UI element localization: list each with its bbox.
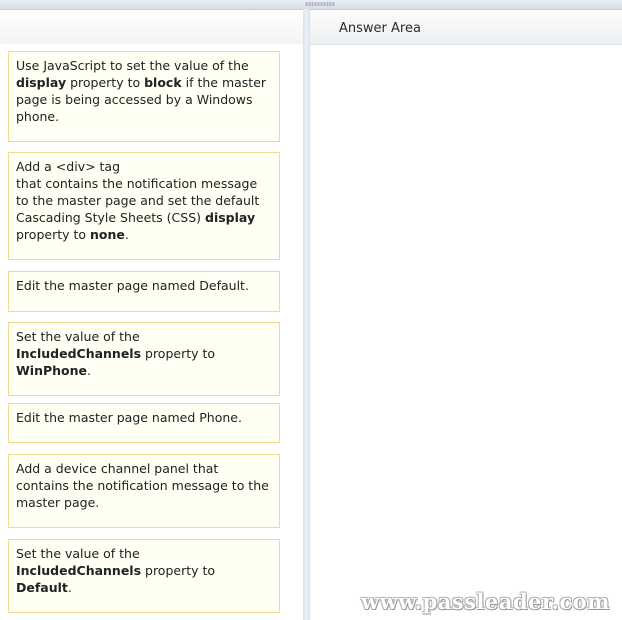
choice-item[interactable]: [8, 271, 280, 312]
answer-area-header: [310, 10, 622, 45]
bold-term: IncludedChannels: [16, 563, 142, 578]
choice-item[interactable]: [8, 403, 280, 443]
choice-item[interactable]: [8, 454, 280, 528]
bold-term: WinPhone: [16, 363, 87, 378]
bold-term: Default: [16, 580, 68, 595]
resize-grip-icon[interactable]: [305, 2, 335, 6]
choice-item[interactable]: [8, 152, 280, 260]
choice-text: Set the value of the IncludedChannels property to Default.: [16, 546, 216, 595]
choice-text: Edit the master page named Phone.: [16, 410, 242, 425]
answer-area-dropzone[interactable]: [310, 45, 622, 620]
choice-item[interactable]: [8, 539, 280, 613]
choice-text: Use JavaScript to set the value of the display property to block if the master page is being accessed by a Windows phone.: [16, 58, 267, 124]
top-bar: [0, 0, 622, 10]
watermark: www.passleader.com: [361, 589, 610, 614]
bold-term: IncludedChannels: [16, 346, 142, 361]
pane-splitter[interactable]: [303, 9, 310, 620]
bold-term: display: [16, 75, 67, 90]
choice-text: Edit the master page named Default.: [16, 278, 249, 293]
choice-text: Add a <div> tag that contains the notification message to the master page and set the default Cascading Style Sheets (CSS) display property to none.: [16, 159, 260, 242]
bold-term: none: [90, 227, 125, 242]
choice-text: Add a device channel panel that contains the notification message to the master page.: [16, 461, 269, 510]
bold-term: block: [144, 75, 182, 90]
bold-term: display: [205, 210, 256, 225]
choices-header: [0, 10, 303, 44]
choice-text: Set the value of the IncludedChannels property to WinPhone.: [16, 329, 216, 378]
answer-area-title: Answer Area: [339, 21, 421, 36]
choice-item[interactable]: [8, 51, 280, 142]
choice-item[interactable]: [8, 322, 280, 396]
